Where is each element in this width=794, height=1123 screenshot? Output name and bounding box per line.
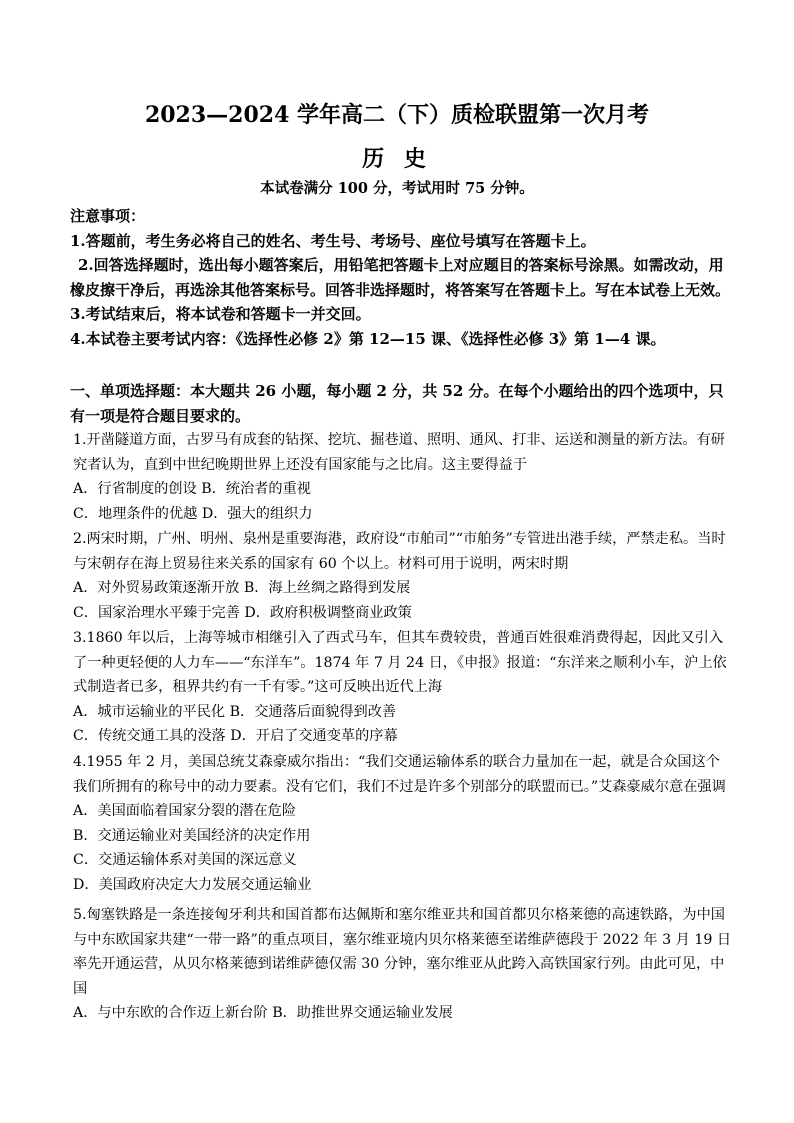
question-3 (73, 626, 733, 749)
question-option: D．美国政府决定大力发展交通运输业 (73, 876, 312, 893)
note-item-2: 2.回答选择题时，选出每小题答案后，用铅笔把答题卡上对应题目的答案标号涂黑。如需改动，用橡皮擦干净后，再选涂其他答案标号。回答非选择题时，将答案写在答题卡上。写在本试卷上无效。 (70, 256, 731, 299)
section-heading: 一、单项选择题：本大题共 26 小题，每小题 2 分，共 52 分。在每个小题给出的四个选项中，只有一项是符合题目要求的。 (70, 382, 724, 425)
question-option: A．行省制度的创设 B．统治者的重视 (73, 481, 311, 498)
question-stem: 5.匈塞铁路是一条连接匈牙利共和国首都布达佩斯和塞尔维亚共和国首都贝尔格莱德的高速铁路，为中国与中东欧国家共建“一带一路”的重点项目，塞尔维亚境内贝尔格莱德至诺维萨德段于 2022 年 3 月 19 日率先开通运营，从贝尔格莱德到诺维萨德仅需 30 分钟，塞尔维亚从此跨入高铁国家行列。由此可见，中国 (73, 907, 732, 997)
question-1 (73, 428, 733, 526)
question-option: A．与中东欧的合作迈上新台阶 B．助推世界交通运输业发展 (73, 1005, 453, 1022)
question-5 (73, 903, 733, 1026)
exam-meta: 本试卷满分 100 分，考试用时 75 分钟。 (260, 180, 534, 197)
notes-heading: 注意事项： (70, 207, 146, 225)
question-option: A．美国面临着国家分裂的潜在危险 (73, 803, 297, 820)
exam-title: 2023—2024 学年高二（下）质检联盟第一次月考 (144, 102, 650, 128)
question-option: A．对外贸易政策逐渐开放 B．海上丝绸之路得到发展 (73, 580, 411, 597)
question-option: A．城市运输业的平民化 B．交通落后面貌得到改善 (73, 703, 397, 720)
question-option: C．地理条件的优越 D．强大的组织力 (73, 505, 313, 522)
note-item-3: 3.考试结束后，将本试卷和答题卡一并交回。 (70, 305, 371, 323)
question-option: C．交通运输体系对美国的深远意义 (73, 852, 297, 869)
question-stem: 3.1860 年以后，上海等城市相继引入了西式马车，但其车费较贵，普通百姓很难消费得起，因此又引入了一种更轻便的人力车——“东洋车”。1874 年 7 月 24 日，《申报》报道：“东洋来之顺利小车，沪上依式制造者已多，租界共约有一千有零。”这可反映出近代上海 (73, 630, 727, 696)
note-item-1: 1.答题前，考生务必将自己的姓名、考生号、考场号、座位号填写在答题卡上。 (70, 231, 596, 250)
question-option: C．国家治理水平臻于完善 D．政府积极调整商业政策 (73, 604, 412, 621)
question-stem: 4.1955 年 2 月，美国总统艾森豪威尔指出：“我们交通运输体系的联合力量加在一起，就是合众国这个我们所拥有的称号中的动力要素。没有它们，我们不过是许多个别部分的联盟而已。”艾森豪威尔意在强调 (73, 754, 726, 795)
question-stem: 2.两宋时期，广州、明州、泉州是重要海港，政府设“市舶司”“市舶务”专管进出港手续，严禁走私。当时与宋朝存在海上贸易往来关系的国家有 60 个以上。材料可用于说明，两宋时期 (73, 531, 726, 572)
question-4 (73, 750, 733, 898)
note-item-4: 4.本试卷主要考试内容：《选择性必修 2》第 12—15 课、《选择性必修 3》第 1—4 课。 (70, 329, 666, 348)
question-2 (73, 527, 733, 625)
question-option: C．传统交通工具的没落 D．开启了交通变革的序幕 (73, 728, 398, 745)
notes-section (70, 204, 730, 351)
question-stem: 1.开凿隧道方面，古罗马有成套的钻探、挖坑、掘巷道、照明、通风、打非、运送和测量的新方法。有研究者认为，直到中世纪晚期世界上还没有国家能与之比肩。这主要得益于 (73, 432, 725, 473)
subject-title: 历 史 (362, 146, 432, 172)
question-option: B．交通运输业对美国经济的决定作用 (73, 827, 311, 844)
